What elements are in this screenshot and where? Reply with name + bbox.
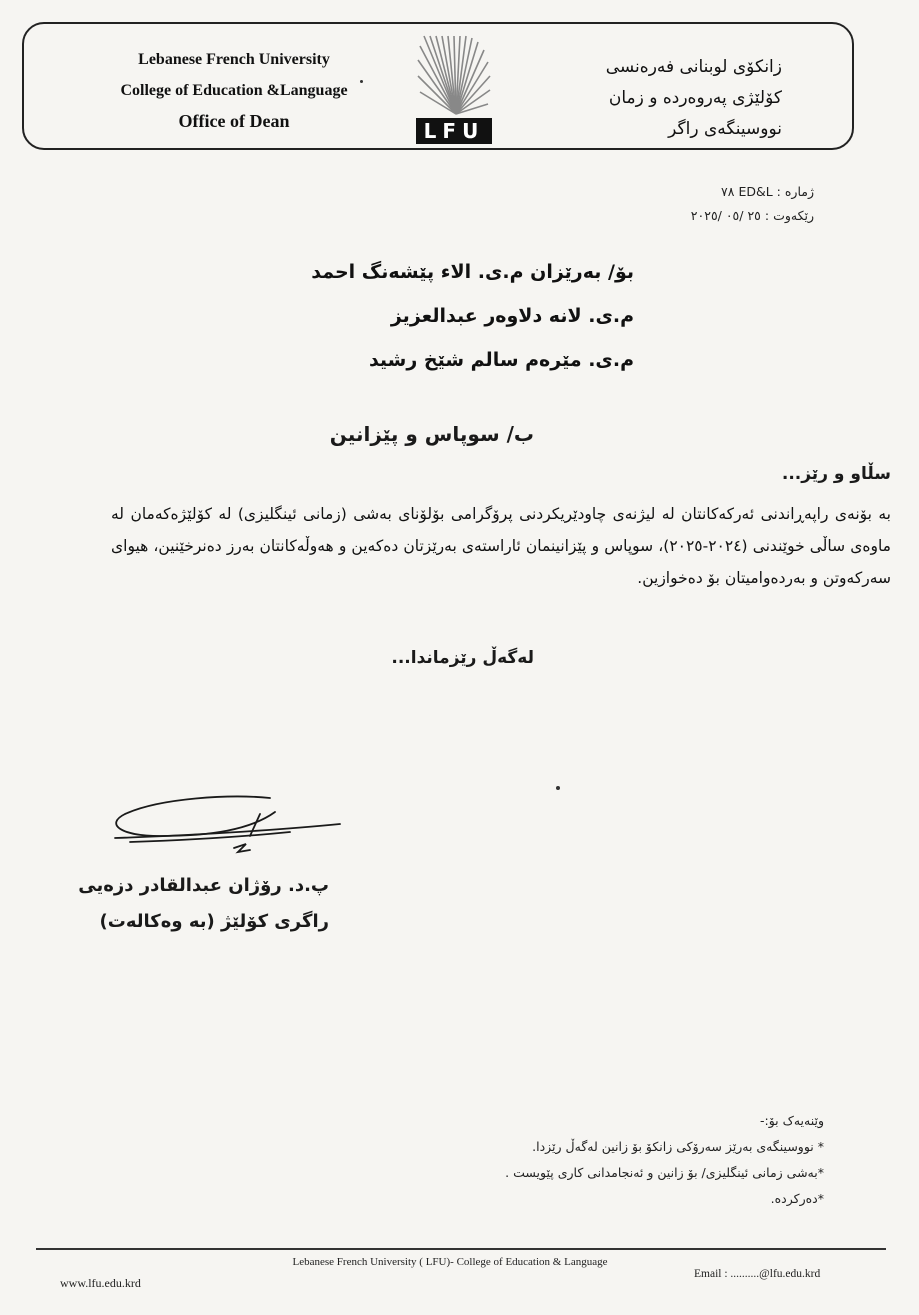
copy-item-2: *بەشی زمانی ئینگلیزی/ بۆ زانین و ئەنجامدانی کاری پێویست . bbox=[505, 1165, 824, 1180]
letter-subject: ب/ سوپاس و پێزانین bbox=[329, 422, 534, 446]
footer-institution: Lebanese French University ( LFU)- College of Education & Language bbox=[292, 1256, 608, 1268]
speck bbox=[556, 786, 560, 790]
copy-item-1: * نووسینگەی بەرێز سەرۆکی زانکۆ بۆ زانین لەگەڵ رێزدا. bbox=[532, 1139, 824, 1154]
office-name-en: Office of Dean bbox=[178, 111, 290, 131]
recipient-line-2: م.ی. لانه دلاوەر عبدالعزیز bbox=[390, 305, 634, 327]
recipient-line-3: م.ی. مێرەم سالم شێخ رشید bbox=[368, 349, 634, 371]
recipient-line-1: بۆ/ بەرێزان م.ی. الاء پێشەنگ احمد bbox=[311, 261, 634, 283]
copy-item-3: *دەرکردە. bbox=[770, 1191, 824, 1206]
recipients-block bbox=[311, 250, 634, 382]
letter-greeting: سڵاو و رێز... bbox=[781, 464, 891, 484]
english-letterhead bbox=[84, 44, 384, 137]
college-name-ku: کۆلێژی پەروەردە و زمان bbox=[608, 88, 782, 108]
signer-title: راگری کۆلێژ (بە وەکالەت) bbox=[99, 911, 329, 932]
college-name-en: College of Education &Language bbox=[120, 82, 348, 99]
speck bbox=[360, 80, 363, 83]
footer-website: www.lfu.edu.krd bbox=[60, 1276, 141, 1290]
handwritten-signature bbox=[100, 790, 350, 870]
copies-heading: وێنەیەک بۆ:- bbox=[760, 1113, 824, 1128]
reference-number: ژمارە : ED&L ٧٨ bbox=[721, 184, 814, 199]
lfu-logo bbox=[416, 32, 492, 144]
logo-text: LFU bbox=[416, 118, 492, 144]
footer-divider bbox=[36, 1248, 886, 1250]
footer-email: Email : ..........@lfu.edu.krd bbox=[694, 1268, 821, 1280]
sunburst-logo-icon bbox=[416, 32, 492, 118]
letter-closing: لەگەڵ رێزماندا... bbox=[391, 648, 534, 668]
letterhead-frame bbox=[22, 22, 854, 150]
copies-block bbox=[505, 1108, 824, 1212]
reference-block bbox=[691, 180, 814, 228]
reference-date: رێکەوت : ٢٥ /٠٥ /٢٠٢٥ bbox=[690, 208, 814, 223]
signer-name: پ.د. رۆژان عبدالقادر دزەیی bbox=[78, 875, 329, 896]
university-name-en: Lebanese French University bbox=[138, 51, 330, 68]
university-name-ku: زانکۆی لوبنانی فەرەنسی bbox=[605, 57, 782, 77]
signer-block bbox=[78, 868, 329, 940]
letter-body: بە بۆنەی راپەڕاندنی ئەرکەکانتان لە لیژنەی چاودێریکردنی پرۆگرامی بۆلۆنای بەشی (زمانی ئینگلیزی) لە کۆلێژەکەمان لە ماوەی ساڵی خوێندنی (٢٠٢٤-٢٠٢٥)، سوپاس و پێزانینمان ئاراستەی بەرێزتان دەکەین و هەوڵەکانتان بەرز دەنرخێنین، هیوای سەرکەوتن و بەردەوامیتان بۆ دەخوازین. bbox=[111, 505, 891, 587]
kurdish-letterhead bbox=[522, 52, 782, 145]
office-name-ku: نووسینگەی راگر bbox=[668, 119, 782, 139]
